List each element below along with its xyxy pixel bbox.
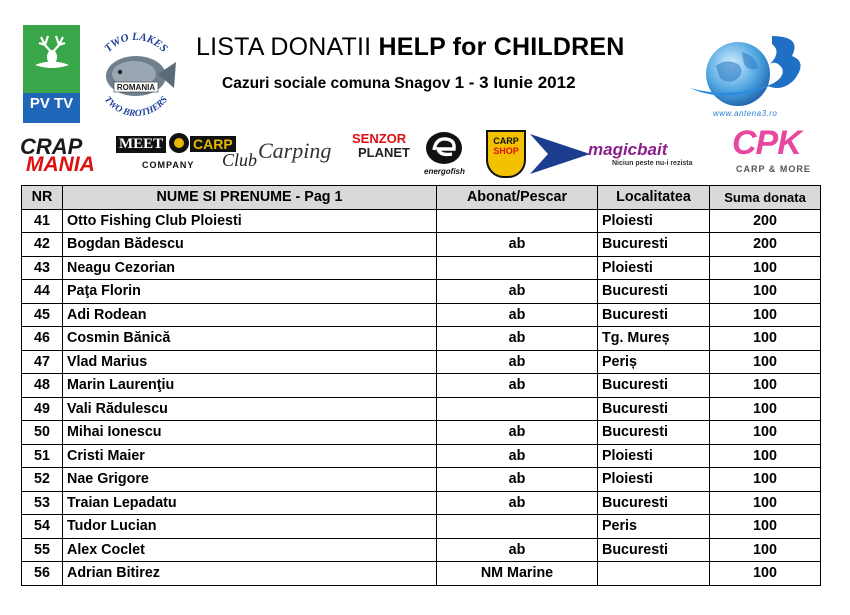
crap-mania-logo: CRAP: [20, 134, 83, 159]
cell-subscriber: ab: [437, 421, 598, 445]
header-amount: Suma donata: [710, 186, 821, 210]
deer-icon: [31, 31, 73, 71]
cell-nr: 42: [22, 233, 63, 257]
cell-locality: Bucuresti: [598, 538, 710, 562]
cell-amount: 100: [710, 397, 821, 421]
table-row: [22, 397, 821, 421]
cell-amount: 100: [710, 350, 821, 374]
cell-name: Adrian Bitirez: [63, 562, 437, 586]
cell-name: Alex Coclet: [63, 538, 437, 562]
cell-subscriber: [437, 515, 598, 539]
cell-subscriber: [437, 397, 598, 421]
cell-nr: 52: [22, 468, 63, 492]
header-locality: Localitatea: [598, 186, 710, 210]
cell-nr: 54: [22, 515, 63, 539]
cell-name: Nae Grigore: [63, 468, 437, 492]
table-row: [22, 444, 821, 468]
table-row: [22, 233, 821, 257]
cell-nr: 48: [22, 374, 63, 398]
cell-locality: Ploiesti: [598, 256, 710, 280]
cell-name: Tudor Lucian: [63, 515, 437, 539]
cell-nr: 45: [22, 303, 63, 327]
cell-subscriber: NM Marine: [437, 562, 598, 586]
table-row: [22, 350, 821, 374]
cell-amount: 100: [710, 515, 821, 539]
cell-nr: 53: [22, 491, 63, 515]
cell-name: Adi Rodean: [63, 303, 437, 327]
table-header-row: [22, 186, 821, 210]
cell-amount: 100: [710, 421, 821, 445]
table-row: [22, 327, 821, 351]
cell-locality: Bucuresti: [598, 280, 710, 304]
cell-subscriber: ab: [437, 491, 598, 515]
header-subscriber: Abonat/Pescar: [437, 186, 598, 210]
cell-amount: 100: [710, 491, 821, 515]
table-row: [22, 209, 821, 233]
senzor-planet-logo: SENZOR: [352, 131, 407, 146]
table-row: [22, 515, 821, 539]
cell-subscriber: [437, 256, 598, 280]
cell-amount: 100: [710, 374, 821, 398]
cell-amount: 100: [710, 303, 821, 327]
meet-carp-logo: MEET: [116, 136, 166, 153]
cell-subscriber: ab: [437, 374, 598, 398]
page-title: LISTA DONATII HELP for CHILDREN: [196, 33, 625, 61]
cell-nr: 43: [22, 256, 63, 280]
magicbait-logo: magicbait: [588, 140, 668, 159]
cell-name: Vlad Marius: [63, 350, 437, 374]
svg-text:TWO LAKES: TWO LAKES: [102, 30, 170, 55]
cell-locality: [598, 562, 710, 586]
senzor-planet-label: PLANET: [358, 145, 410, 160]
cell-locality: Ploiesti: [598, 209, 710, 233]
cell-nr: 51: [22, 444, 63, 468]
cpk-logo: CPK: [732, 124, 801, 162]
meet-carp-label: CARP: [190, 136, 236, 152]
cell-subscriber: ab: [437, 350, 598, 374]
cell-amount: 100: [710, 327, 821, 351]
header-nr: NR: [22, 186, 63, 210]
cell-name: Vali Rădulescu: [63, 397, 437, 421]
energofish-label: energofish: [424, 167, 465, 176]
cell-amount: 100: [710, 444, 821, 468]
cell-name: Traian Lepadatu: [63, 491, 437, 515]
carp-shop-logo: CARP SHOP: [486, 130, 526, 178]
svg-text:ROMANIA: ROMANIA: [116, 83, 156, 92]
table-row: [22, 491, 821, 515]
cell-locality: Periș: [598, 350, 710, 374]
two-lakes-logo: [88, 26, 184, 122]
cell-name: Cristi Maier: [63, 444, 437, 468]
table-row: [22, 256, 821, 280]
page-subtitle: Cazuri sociale comuna Snagov 1 - 3 Iunie 2012: [222, 73, 576, 92]
cell-name: Otto Fishing Club Ploiesti: [63, 209, 437, 233]
cell-locality: Bucuresti: [598, 397, 710, 421]
cell-subscriber: ab: [437, 280, 598, 304]
cell-nr: 50: [22, 421, 63, 445]
cell-nr: 47: [22, 350, 63, 374]
cell-name: Marin Laurenţiu: [63, 374, 437, 398]
carping-logo: Carping: [258, 138, 332, 163]
magicbait-tagline: Niciun peste nu-i rezista: [612, 160, 693, 167]
cpk-tagline: CARP & MORE: [736, 164, 811, 174]
globe-url: www.antena3.ro: [713, 109, 778, 118]
cell-name: Mihai Ionescu: [63, 421, 437, 445]
cell-amount: 200: [710, 209, 821, 233]
cell-locality: Bucuresti: [598, 491, 710, 515]
cell-name: Paţa Florin: [63, 280, 437, 304]
meet-carp-emblem: [168, 132, 190, 154]
cell-nr: 46: [22, 327, 63, 351]
cell-nr: 49: [22, 397, 63, 421]
cell-amount: 200: [710, 233, 821, 257]
cell-nr: 44: [22, 280, 63, 304]
cell-name: Bogdan Bădescu: [63, 233, 437, 257]
cell-amount: 100: [710, 468, 821, 492]
cell-locality: Ploiesti: [598, 444, 710, 468]
header-name: NUME SI PRENUME - Pag 1: [63, 186, 437, 210]
cell-nr: 55: [22, 538, 63, 562]
cell-subscriber: [437, 209, 598, 233]
cell-amount: 100: [710, 538, 821, 562]
table-row: [22, 374, 821, 398]
meet-carp-company: COMPANY: [142, 160, 195, 170]
cell-locality: Ploiesti: [598, 468, 710, 492]
cell-locality: Bucuresti: [598, 421, 710, 445]
cell-amount: 100: [710, 562, 821, 586]
crap-mania-logo-part: MANIA: [26, 153, 95, 176]
cell-amount: 100: [710, 256, 821, 280]
table-row: [22, 562, 821, 586]
cell-subscriber: ab: [437, 303, 598, 327]
cell-subscriber: ab: [437, 444, 598, 468]
table-row: [22, 280, 821, 304]
cell-subscriber: ab: [437, 538, 598, 562]
cell-locality: Bucuresti: [598, 374, 710, 398]
cell-locality: Tg. Mureș: [598, 327, 710, 351]
sponsor-strip: [20, 124, 820, 180]
cell-locality: Peris: [598, 515, 710, 539]
cell-subscriber: ab: [437, 233, 598, 257]
table-row: [22, 538, 821, 562]
cell-locality: Bucuresti: [598, 303, 710, 327]
pvtv-logo: [23, 25, 80, 123]
cell-name: Neagu Cezorian: [63, 256, 437, 280]
cell-amount: 100: [710, 280, 821, 304]
cell-name: Cosmin Bănică: [63, 327, 437, 351]
energofish-emblem: [424, 130, 464, 166]
table-row: [22, 468, 821, 492]
club-logo: Club: [222, 150, 258, 170]
table-row: [22, 421, 821, 445]
cell-nr: 41: [22, 209, 63, 233]
cell-subscriber: ab: [437, 327, 598, 351]
donations-table: [21, 185, 821, 586]
svg-text:TWO BROTHERS: TWO BROTHERS: [102, 94, 170, 120]
cell-locality: Bucuresti: [598, 233, 710, 257]
pvtv-label: PV TV: [29, 95, 74, 112]
table-row: [22, 303, 821, 327]
cell-subscriber: ab: [437, 468, 598, 492]
cell-nr: 56: [22, 562, 63, 586]
magicbait-swoosh: [530, 132, 590, 176]
